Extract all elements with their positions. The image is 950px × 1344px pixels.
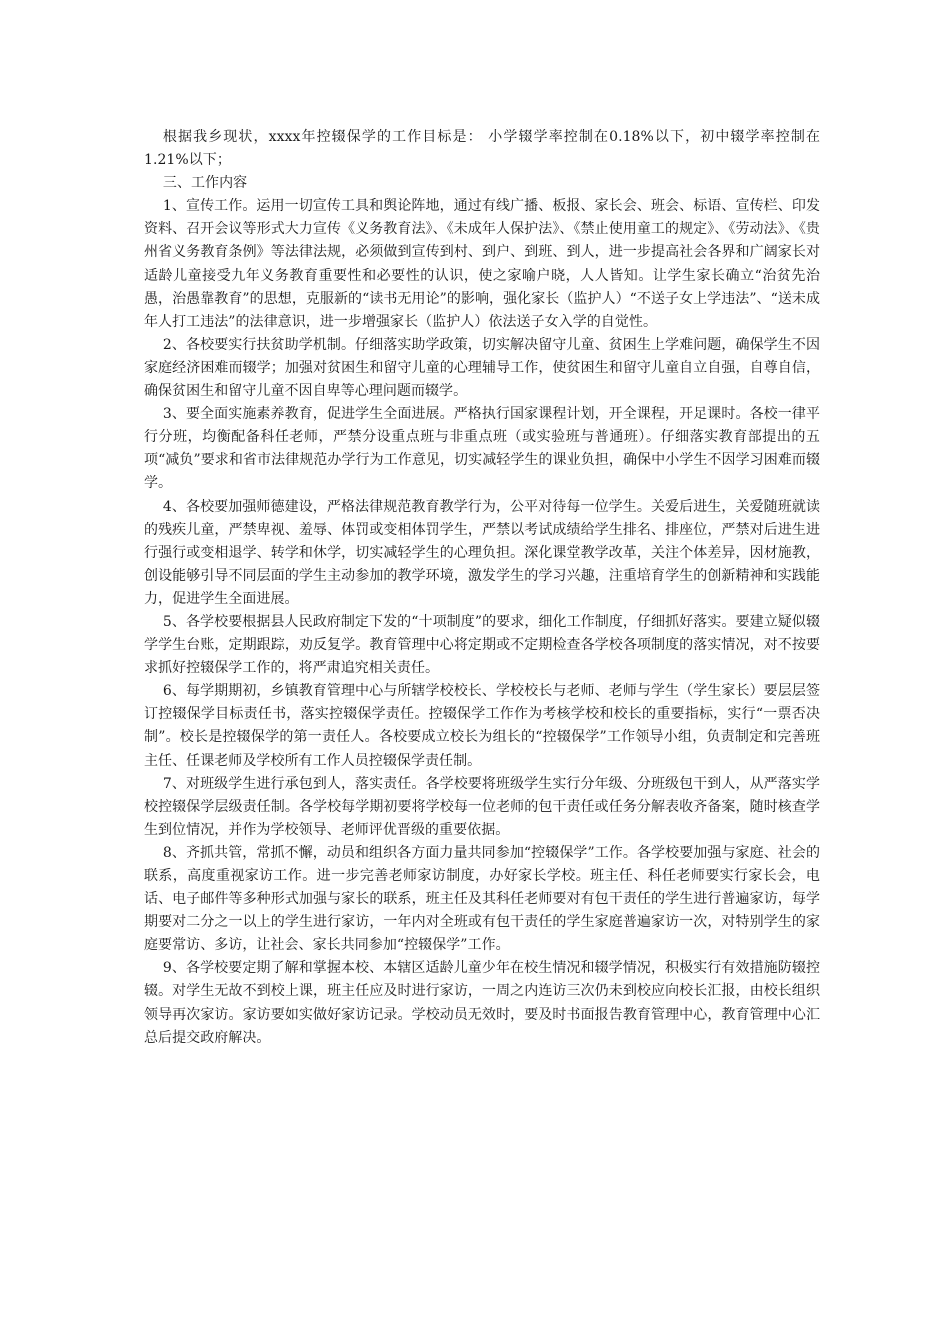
- paragraph-item-6: 6、每学期期初，乡镇教育管理中心与所辖学校校长、学校校长与老师、老师与学生（学生家长）要层层签订控辍保学目标责任书，落实控辍保学责任。控辍保学工作作为考核学校和校长的重要指标，实行“一票否决制”。校长是控辍保学的第一责任人。各校要成立校长为组长的“控辍保学”工作领导小组，负责制定和完善班主任、任课老师及学校所有工作人员控辍保学责任制。: [144, 683, 820, 769]
- paragraph-item-9: 9、各学校要定期了解和掌握本校、本辖区适龄儿童少年在校生情况和辍学情况，积极实行有效措施防辍控辍。对学生无故不到校上课，班主任应及时进行家访，一周之内连访三次仍未到校应向校长汇报，由校长组织领导再次家访。家访要如实做好家访记录。学校动员无效时，要及时书面报告教育管理中心，教育管理中心汇总后提交政府解决。: [144, 960, 820, 1046]
- section-heading-work-content: 三、工作内容: [162, 175, 248, 192]
- document-body: [144, 126, 820, 1050]
- paragraph-item-8: 8、齐抓共管，常抓不懈，动员和组织各方面力量共同参加“控辍保学”工作。各学校要加强与家庭、社会的联系，高度重视家访工作。进一步完善老师家访制度，办好家长学校。班主任、科任老师要实行家长会，电话、电子邮件等多种形式加强与家长的联系，班主任及其科任老师要对有包干责任的学生进行普遍家访，每学期要对二分之一以上的学生进行家访，一年内对全班或有包干责任的学生家庭普遍家访一次，对特别学生的家庭要常访、多访，让社会、家长共同参加“控辍保学”工作。: [144, 844, 820, 954]
- paragraph-item-3: 3、要全面实施素养教育，促进学生全面进展。严格执行国家课程计划，开全课程，开足课时。各校一律平行分班，均衡配备科任老师，严禁分设重点班与非重点班（或实验班与普通班）。仔细落实教育部提出的五项“减负”要求和省市法律规范办学行为工作意见，切实减轻学生的课业负担，确保中小学生不因学习困难而辍学。: [144, 406, 820, 492]
- paragraph-goal: 根据我乡现状，xxxx年控辍保学的工作目标是： 小学辍学率控制在0.18%以下，初中辍学率控制在1.21%以下；: [144, 129, 820, 169]
- paragraph-item-7: 7、对班级学生进行承包到人，落实责任。各学校要将班级学生实行分年级、分班级包干到人，从严落实学校控辍保学层级责任制。各学校每学期初要将学校每一位老师的包干责任或任务分解表收齐备案，随时核查学生到位情况，并作为学校领导、老师评优晋级的重要依据。: [144, 775, 820, 838]
- paragraph-item-5: 5、各学校要根据县人民政府制定下发的“十项制度”的要求，细化工作制度，仔细抓好落实。要建立疑似辍学学生台账，定期跟踪，劝反复学。教育管理中心将定期或不定期检查各学校各项制度的落实情况，对不按要求抓好控辍保学工作的，将严肃追究相关责任。: [144, 613, 820, 677]
- paragraph-item-1: 1、宣传工作。运用一切宣传工具和舆论阵地，通过有线广播、板报、家长会、班会、标语、宣传栏、印发资料、召开会议等形式大力宣传《义务教育法》、《未成年人保护法》、《禁止使用童工的规定》、《劳动法》、《贵州省义务教育条例》等法律法规，必须做到宣传到村、到户、到班、到人，进一步提高社会各界和广阔家长对适龄儿童接受九年义务教育重要性和必要性的认识，使之家喻户晓，人人皆知。让学生家长确立“治贫先治愚，治愚靠教育”的思想，克服新的“读书无用论”的影响，强化家长（监护人）“不送子女上学违法”、“送未成年人打工违法”的法律意识，进一步增强家长（监护人）依法送子女入学的自觉性。: [144, 198, 820, 330]
- paragraph-item-2: 2、各校要实行扶贫助学机制。仔细落实助学政策，切实解决留守儿童、贫困生上学难问题，确保学生不因家庭经济困难而辍学；加强对贫困生和留守儿童的心理辅导工作，使贫困生和留守儿童自立自强，自尊自信，确保贫困生和留守儿童不因自卑等心理问题而辍学。: [144, 336, 820, 400]
- paragraph-item-4: 4、各校要加强师德建设，严格法律规范教育教学行为，公平对待每一位学生。关爱后进生，关爱随班就读的残疾儿童，严禁卑视、羞辱、体罚或变相体罚学生，严禁以考试成绩给学生排名、排座位，严禁对后进生进行强行或变相退学、转学和休学，切实减轻学生的心理负担。深化课堂教学改革，关注个体差异，因材施教，创设能够引导不同层面的学生主动参加的教学环境，激发学生的学习兴趣，注重培育学生的创新精神和实践能力，促进学生全面进展。: [144, 498, 820, 607]
